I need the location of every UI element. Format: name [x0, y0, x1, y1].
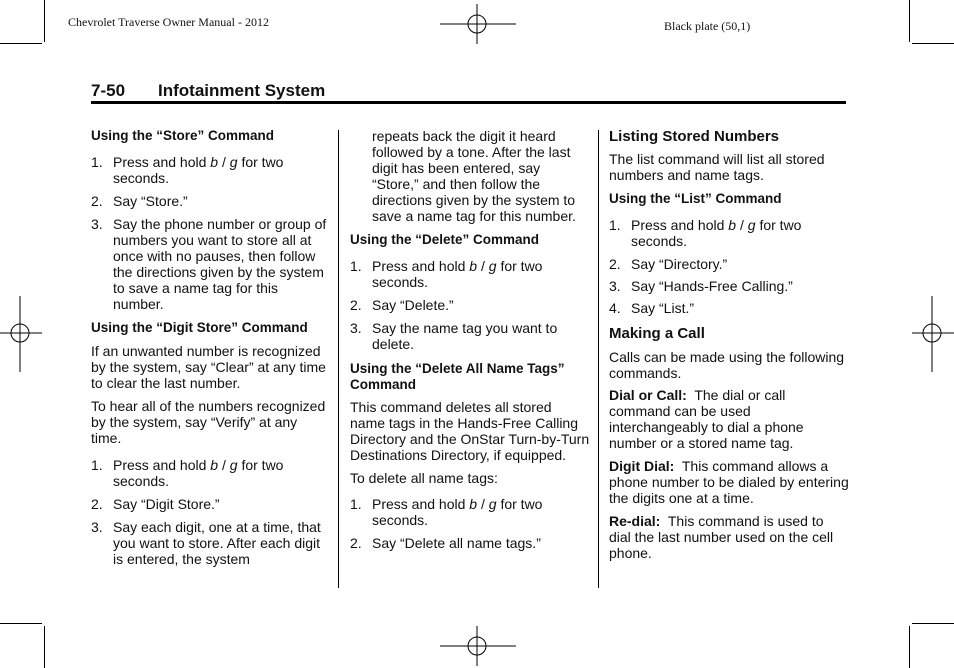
column-divider — [598, 130, 599, 588]
list-item: 1. Press and hold b / g for two seconds. — [91, 457, 284, 489]
list-item: 2. Say “Directory.” — [609, 256, 728, 272]
registration-mark-top — [440, 4, 516, 44]
crop-mark — [44, 0, 45, 42]
page-title-row — [91, 81, 846, 103]
header-manual-title: Chevrolet Traverse Owner Manual - 2012 — [68, 15, 269, 29]
registration-mark-left — [0, 296, 42, 372]
list-item: 3. Say the name tag you want to delete. — [350, 320, 558, 352]
title-rule — [91, 101, 846, 104]
list-command-heading: Using the “List” Command — [609, 191, 782, 206]
delete-heading: Using the “Delete” Command — [350, 232, 540, 247]
registration-mark-right — [912, 296, 954, 372]
paragraph: The list command will list all stored numbers and name tags. — [609, 151, 825, 183]
paragraph: To hear all of the numbers recognized by the system, say “Verify” at any time. — [91, 398, 326, 446]
crop-mark — [912, 43, 954, 44]
paragraph: If an unwanted number is recognized by the system, say “Clear” at any time to clear the last number. — [91, 343, 326, 391]
paragraph: To delete all name tags: — [350, 470, 498, 486]
paragraph: Calls can be made using the following commands. — [609, 349, 845, 381]
list-item: 1. Press and hold b / g for two seconds. — [350, 496, 543, 528]
list-item: 1. Press and hold b / g for two seconds. — [609, 217, 802, 249]
header-plate-label: Black plate (50,1) — [664, 19, 751, 33]
list-item: 3. Say each digit, one at a time, that you want to store. After each digit is entered, the system — [91, 519, 321, 567]
list-item-continued: repeats back the digit it heard followed by a tone. After the last digit has been entered, say “Store,” and then follow the directions given by the system to save a name tag for this number. — [372, 128, 576, 224]
registration-mark-bottom — [440, 626, 516, 666]
crop-mark — [0, 623, 42, 624]
list-item: 2. Say “Delete.” — [350, 297, 454, 313]
column-1 — [91, 128, 331, 567]
talk-icon: b — [210, 154, 219, 170]
column-2 — [350, 128, 590, 551]
crop-mark — [44, 626, 45, 668]
store-heading: Using the “Store” Command — [91, 128, 275, 143]
voice-icon: g — [488, 496, 497, 512]
column-divider — [338, 130, 339, 588]
list-item: 3. Say “Hands-Free Calling.” — [609, 278, 793, 294]
column-3 — [609, 128, 849, 561]
listing-heading: Listing Stored Numbers — [609, 128, 780, 145]
crop-mark — [909, 626, 910, 668]
voice-icon: g — [488, 258, 497, 274]
redial-paragraph: Re-dial: This command is used to dial the last number used on the cell phone. — [609, 513, 834, 561]
section-title: Infotainment System — [158, 81, 326, 100]
redial-label: Re-dial: — [609, 513, 661, 529]
digit-store-heading: Using the “Digit Store” Command — [91, 320, 308, 335]
list-item: 1. Press and hold b / g for two seconds. — [350, 258, 543, 290]
dial-label: Dial or Call: — [609, 387, 687, 403]
dial-or-call-paragraph: Dial or Call: The dial or call command can be used interchangeably to dial a phone number or a stored name tag. — [609, 387, 804, 451]
digit-dial-label: Digit Dial: — [609, 458, 675, 474]
paragraph: This command deletes all stored name tags in the Hands-Free Calling Directory and the OnStar Turn-by-Turn Destinations Directory, if equipped. — [350, 399, 590, 463]
page-number: 7-50 — [91, 81, 126, 100]
list-item: 2. Say “Store.” — [91, 193, 188, 209]
crop-mark — [912, 623, 954, 624]
voice-icon: g — [229, 154, 238, 170]
list-item: 1. Press and hold b / g for two seconds. — [91, 154, 284, 186]
crop-mark — [0, 43, 42, 44]
voice-icon: g — [229, 457, 238, 473]
talk-icon: b — [469, 258, 478, 274]
making-call-heading: Making a Call — [609, 325, 705, 342]
digit-dial-paragraph: Digit Dial: This command allows a phone number to be dialed by entering the digits one at a time. — [609, 458, 849, 506]
talk-icon: b — [728, 217, 737, 233]
talk-icon: b — [469, 496, 478, 512]
list-item: 2. Say “Delete all name tags.” — [350, 535, 541, 551]
crop-mark — [909, 0, 910, 42]
list-item: 2. Say “Digit Store.” — [91, 496, 220, 512]
list-item: 3. Say the phone number or group of numbers you want to store all at once with no pauses, then follow the directions given by the system to save a name tag for this number. — [91, 216, 327, 312]
voice-icon: g — [747, 217, 756, 233]
list-item: 4. Say “List.” — [609, 300, 695, 316]
talk-icon: b — [210, 457, 219, 473]
delete-all-heading: Using the “Delete All Name Tags” Command — [350, 361, 565, 392]
